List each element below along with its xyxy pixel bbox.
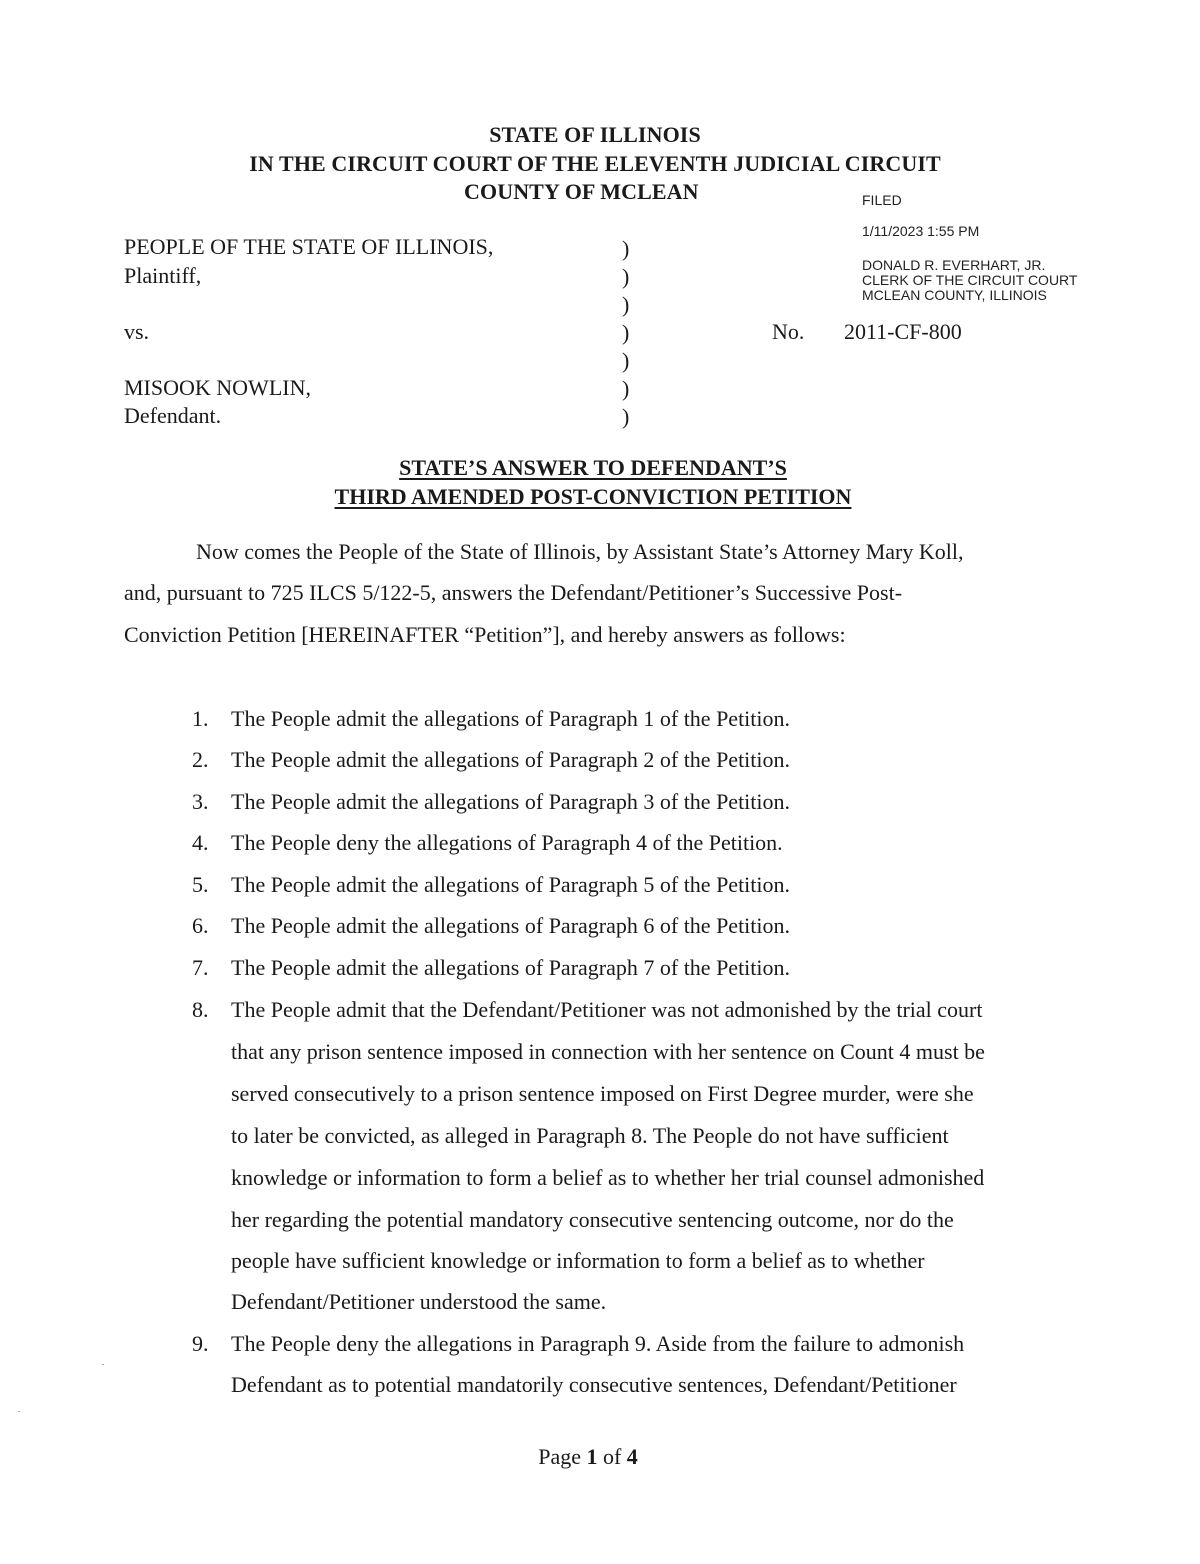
intro-line: Now comes the People of the State of Illinois, by Assistant State’s Attorney Mary Koll, bbox=[196, 539, 964, 564]
caption-paren: ) bbox=[622, 264, 630, 289]
court-circuit-heading: IN THE CIRCUIT COURT OF THE ELEVENTH JUDICIAL CIRCUIT bbox=[249, 151, 941, 176]
scan-speck bbox=[18, 1411, 20, 1412]
page-word: Page bbox=[538, 1444, 581, 1469]
answer-text: The People admit the allegations of Paragraph 6 of the Petition. bbox=[231, 913, 791, 938]
answer-text: The People admit the allegations of Paragraph 3 of the Petition. bbox=[231, 789, 791, 814]
caption-defendant-name: MISOOK NOWLIN, bbox=[124, 375, 311, 400]
intro-line: Conviction Petition [HEREINAFTER “Petition”], and hereby answers as follows: bbox=[124, 622, 846, 647]
answer-text-line: that any prison sentence imposed in connection with her sentence on Count 4 must be bbox=[231, 1039, 985, 1064]
answer-text-line: Defendant/Petitioner understood the same. bbox=[231, 1289, 607, 1314]
answer-text-line: people have sufficient knowledge or information to form a belief as to whether bbox=[231, 1248, 925, 1273]
scan-speck bbox=[102, 1364, 104, 1365]
court-state-heading: STATE OF ILLINOIS bbox=[489, 122, 701, 147]
of-word: of bbox=[602, 1444, 622, 1469]
caption-paren: ) bbox=[622, 320, 630, 345]
answer-text-line: to later be convicted, as alleged in Paragraph 8. The People do not have sufficient bbox=[231, 1123, 949, 1148]
answer-text: The People admit the allegations of Paragraph 5 of the Petition. bbox=[231, 872, 791, 897]
answer-number: 2. bbox=[192, 747, 209, 772]
caption-plaintiff-role: Plaintiff, bbox=[124, 263, 202, 288]
page-number: 1 bbox=[586, 1444, 598, 1469]
answer-text: The People admit the allegations of Paragraph 2 of the Petition. bbox=[231, 747, 791, 772]
caption-defendant-role: Defendant. bbox=[124, 403, 222, 428]
document-title-line1: STATE’S ANSWER TO DEFENDANT’S bbox=[399, 455, 787, 480]
intro-line: and, pursuant to 725 ILCS 5/122-5, answers the Defendant/Petitioner’s Successive Post- bbox=[124, 580, 903, 605]
case-number-label: No. bbox=[772, 319, 805, 344]
answer-text-line: knowledge or information to form a belief as to whether her trial counsel admonished bbox=[231, 1165, 985, 1190]
answer-number: 8. bbox=[192, 997, 209, 1022]
answer-text: The People admit the allegations of Paragraph 7 of the Petition. bbox=[231, 955, 791, 980]
filed-stamp-county: MCLEAN COUNTY, ILLINOIS bbox=[862, 287, 1047, 303]
answer-text: The People admit the allegations of Paragraph 1 of the Petition. bbox=[231, 706, 791, 731]
answer-number: 6. bbox=[192, 913, 209, 938]
page-footer bbox=[0, 1444, 1176, 1470]
caption-paren: ) bbox=[622, 292, 630, 317]
answer-number: 5. bbox=[192, 872, 209, 897]
answer-text-line: The People deny the allegations in Paragraph 9. Aside from the failure to admonish bbox=[231, 1331, 965, 1356]
caption-versus: vs. bbox=[124, 319, 150, 344]
caption-paren: ) bbox=[622, 404, 630, 429]
filed-stamp-clerk-name: DONALD R. EVERHART, JR. bbox=[862, 257, 1046, 273]
caption-paren: ) bbox=[622, 348, 630, 373]
filed-stamp-clerk-title: CLERK OF THE CIRCUIT COURT bbox=[862, 272, 1078, 288]
answer-number: 9. bbox=[192, 1331, 209, 1356]
case-number: 2011-CF-800 bbox=[844, 319, 962, 344]
answer-text-line: Defendant as to potential mandatorily consecutive sentences, Defendant/Petitioner bbox=[231, 1372, 957, 1397]
answer-text-line: her regarding the potential mandatory consecutive sentencing outcome, nor do the bbox=[231, 1207, 954, 1232]
page-total: 4 bbox=[626, 1444, 638, 1469]
answer-number: 3. bbox=[192, 789, 209, 814]
answer-text-line: served consecutively to a prison sentence imposed on First Degree murder, were she bbox=[231, 1081, 974, 1106]
document-title-line2: THIRD AMENDED POST-CONVICTION PETITION bbox=[334, 484, 852, 509]
filed-stamp-label: FILED bbox=[862, 192, 902, 208]
answer-number: 1. bbox=[192, 706, 209, 731]
answer-text-line: The People admit that the Defendant/Petitioner was not admonished by the trial court bbox=[231, 997, 983, 1022]
caption-paren: ) bbox=[622, 236, 630, 261]
answer-number: 4. bbox=[192, 830, 209, 855]
court-county-heading: COUNTY OF MCLEAN bbox=[464, 179, 699, 204]
filed-stamp-datetime: 1/11/2023 1:55 PM bbox=[862, 223, 980, 239]
answer-number: 7. bbox=[192, 955, 209, 980]
caption-paren: ) bbox=[622, 376, 630, 401]
answer-text: The People deny the allegations of Paragraph 4 of the Petition. bbox=[231, 830, 783, 855]
caption-plaintiff-name: PEOPLE OF THE STATE OF ILLINOIS, bbox=[124, 234, 494, 259]
